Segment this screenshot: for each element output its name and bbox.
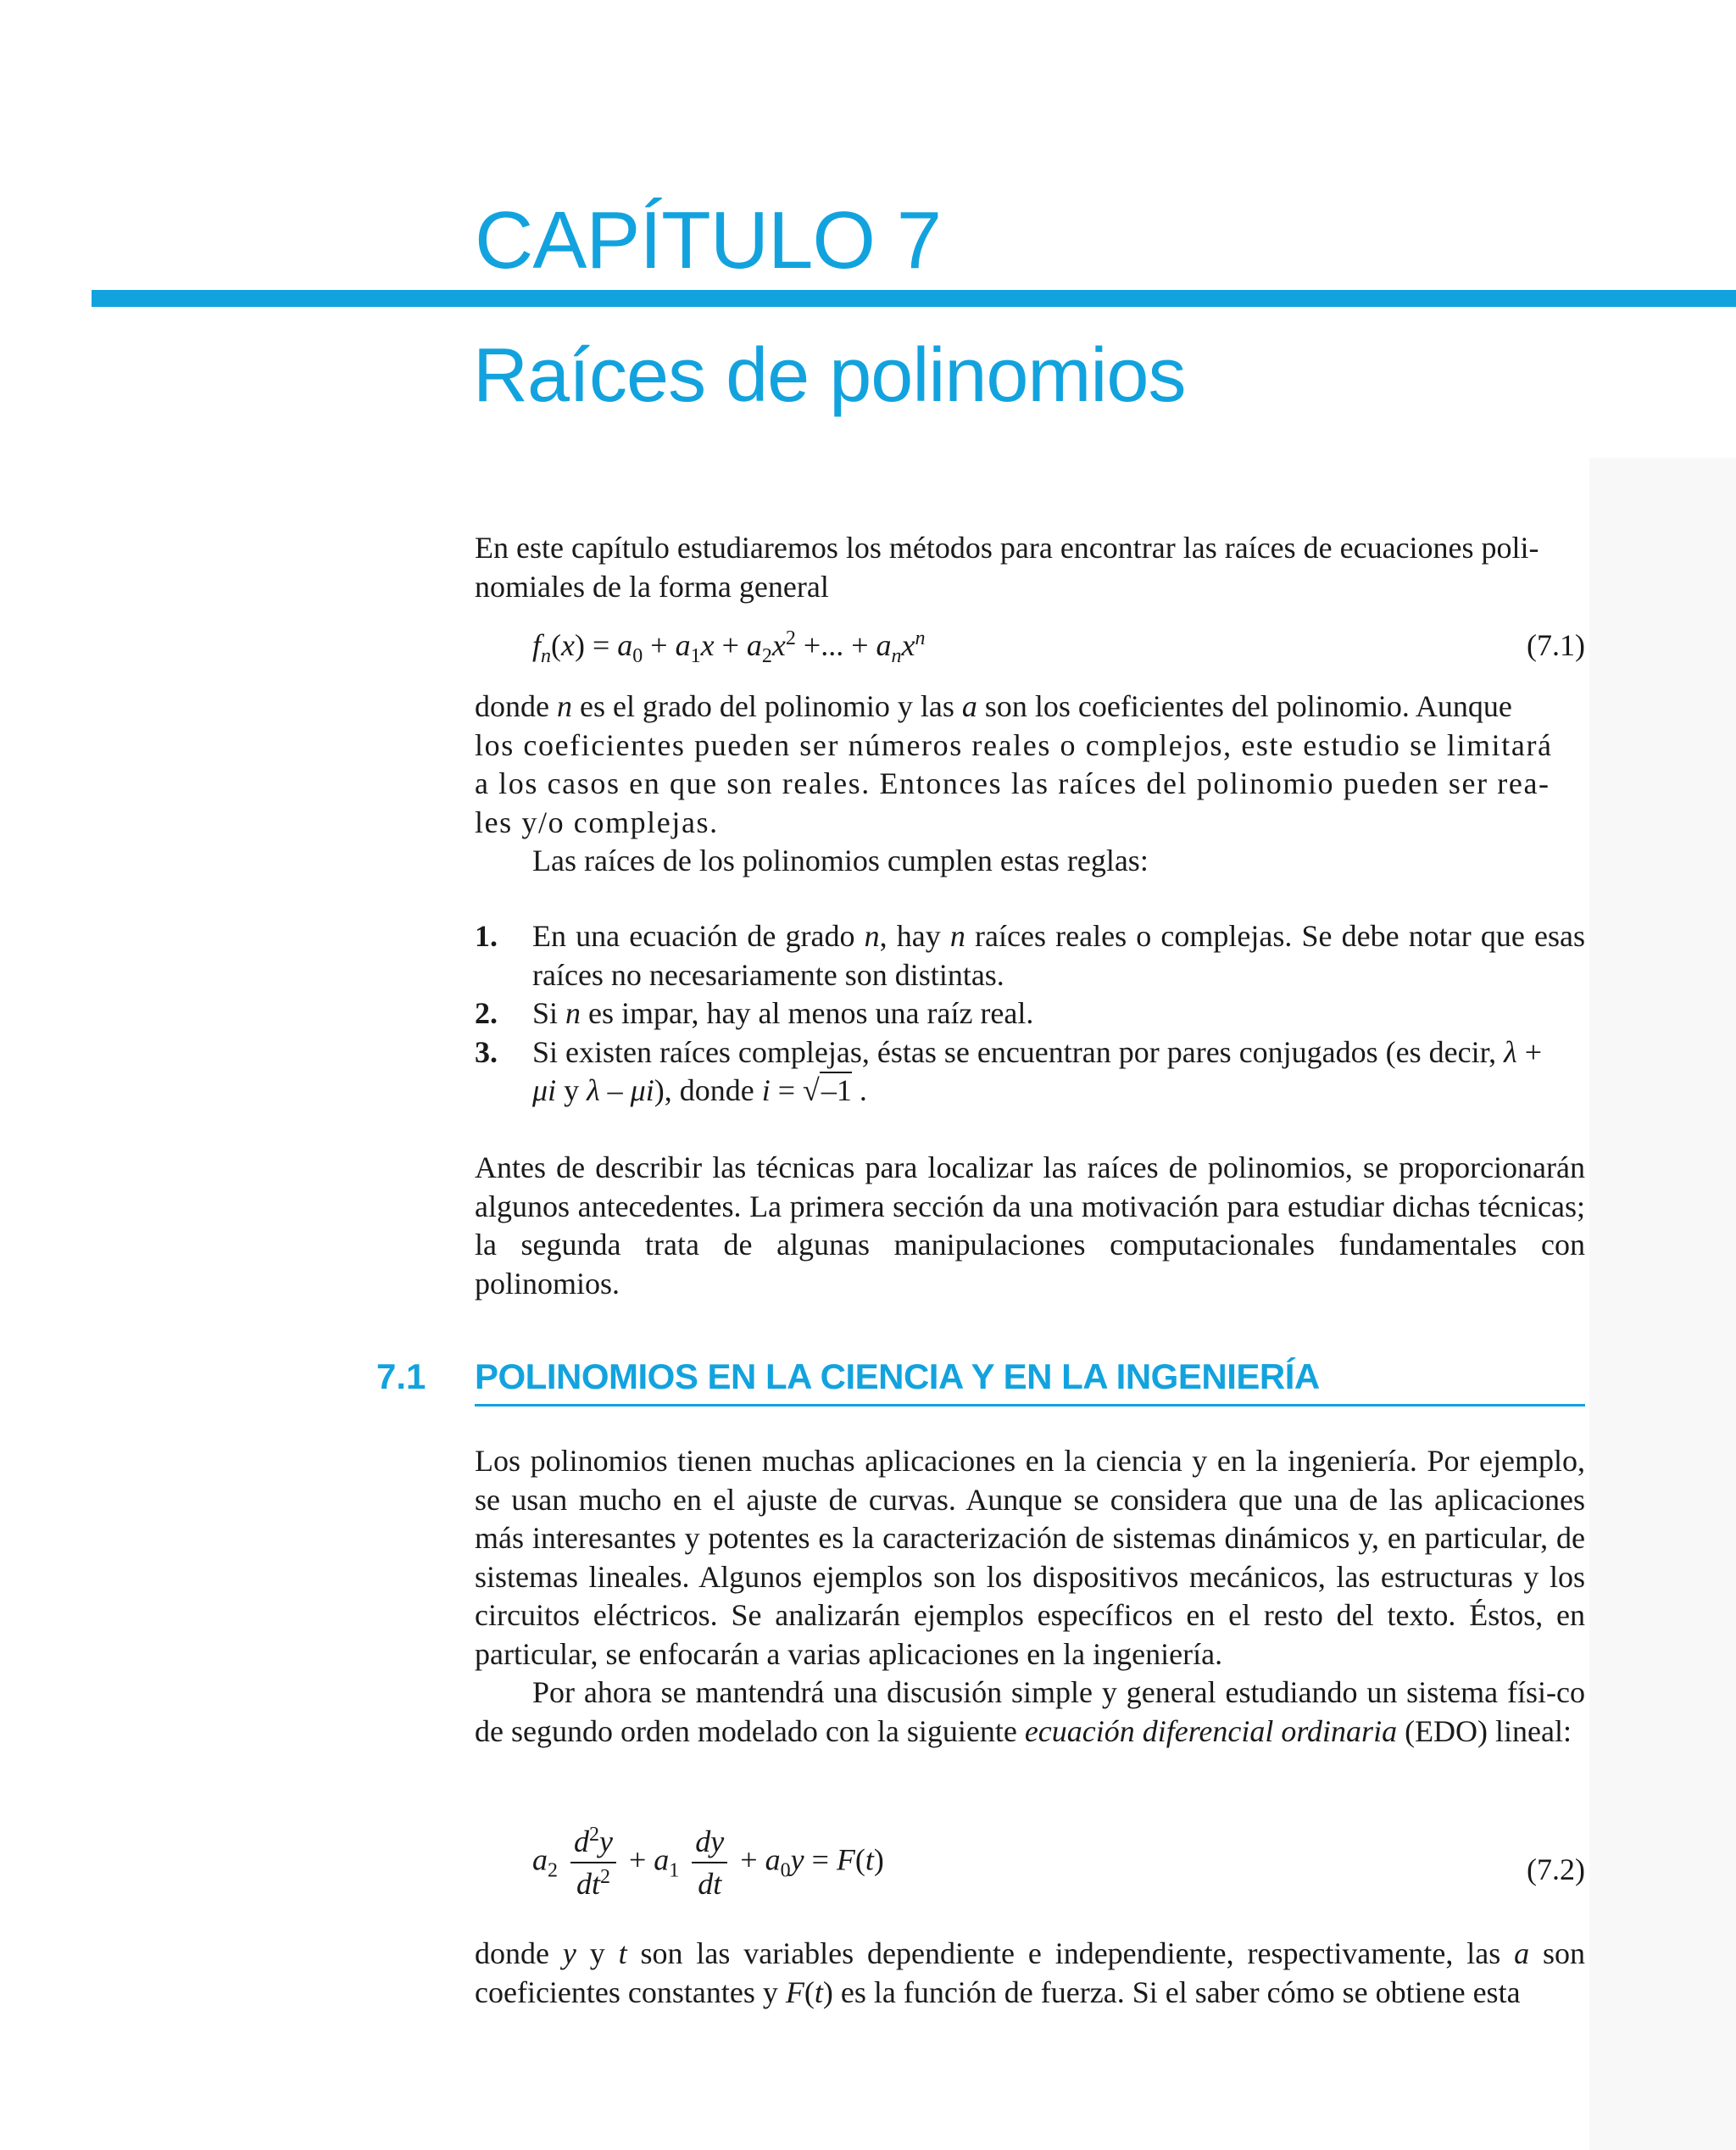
section-paragraph-3: donde y y t son las variables dependiente e independiente, respectivamente, las a son coeficientes constantes y F(t) es la función de fuerza. Si el saber cómo se obtiene esta: [475, 1936, 1585, 2009]
list-item: 2. Si n es impar, hay al menos una raíz real.: [475, 994, 1585, 1033]
equation-7-2-formula: $a_2$ $\frac{d^2y}{dt^2}$ + $a_1$ $\frac{dy}{dt}$ + $a_0y = F(t)$: [532, 1824, 884, 1901]
square-root: √–1: [803, 1073, 852, 1107]
section-paragraph-1: Los polinomios tienen muchas aplicaciones en la ciencia y en la ingeniería. Por ejemplo, se usan mucho en el ajuste de curvas. Aunque se considera que una de las aplicaciones más interesantes y potentes es la caracterización de sistemas dinámicos y, en particular, de sistemas lineales. Algunos ejemplos son los dispositivos mecánicos, las estructuras y los circuitos eléctricos. Se analizarán ejemplos específicos en el resto del texto. Éstos, en particular, se enfocarán a varias aplicaciones en la ingeniería.: [475, 1444, 1585, 1671]
list-item-number: 1.: [475, 919, 498, 953]
intro-paragraph-3: Las raíces de los polinomios cumplen estas reglas:: [532, 844, 1149, 877]
list-item: 3. Si existen raíces complejas, éstas se encuentran por pares conjugados (es decir, λ + μi y λ – μi), donde i = √–1 .: [475, 1034, 1543, 1107]
equation-7-1-formula: $f_n(x) = a_0 + a_1x + a_2x^2$ +... + $a_nx^n$: [532, 627, 926, 668]
chapter-title: Raíces de polinomios: [473, 333, 1186, 418]
equation-7-2: [475, 1823, 1585, 1916]
chapter-rule: [92, 290, 1736, 307]
section-title: POLINOMIOS EN LA CIENCIA Y EN LA INGENIERÍA: [475, 1356, 1320, 1396]
intro-paragraph-4: Antes de describir las técnicas para localizar las raíces de polinomios, se proporcionarán algunos antecedentes. La primera sección da una motivación para estudiar dichas técnicas; la segunda trata de algunas manipulaciones computacionales fundamentales con polinomios.: [475, 1150, 1585, 1301]
equation-7-1-number: (7.1): [1527, 628, 1585, 662]
chapter-label: CAPÍTULO 7: [475, 195, 942, 286]
intro-paragraph-1: En este capítulo estudiaremos los métodos para encontrar las raíces de ecuaciones poli- nomiales de la forma general: [475, 531, 1539, 604]
equation-7-1: [475, 627, 1585, 678]
rules-list: [475, 917, 1585, 1111]
list-item-number: 2.: [475, 996, 498, 1030]
section-rule: [475, 1404, 1585, 1406]
list-item: 1. En una ecuación de grado n, hay n raíces reales o complejas. Se debe notar que esas raíces no necesariamente son distintas.: [475, 919, 1585, 992]
equation-7-2-number: (7.2): [1527, 1852, 1585, 1886]
margin-shade: [1589, 458, 1736, 2150]
fraction-dy-dt: $\frac{dy}{dt}$: [692, 1823, 727, 1902]
section-number: 7.1: [376, 1356, 426, 1396]
fraction-d2y-dt2: $\frac{d^2y}{dt^2}$: [570, 1823, 616, 1902]
section-paragraph-2: Por ahora se mantendrá una discusión simple y general estudiando un sistema físi-co de segundo orden modelado con la siguiente ecuación diferencial ordinaria (EDO) lineal:: [475, 1675, 1585, 1748]
list-item-number: 3.: [475, 1034, 498, 1069]
intro-paragraph-2: donde n es el grado del polinomio y las a son los coeficientes del polinomio. Aunque los coeficientes pueden ser números reales o complejos, este estudio se limitará a los casos en que son reales. Entonces las raíces del polinomio pueden ser rea- les y/o complejas.: [475, 689, 1553, 839]
